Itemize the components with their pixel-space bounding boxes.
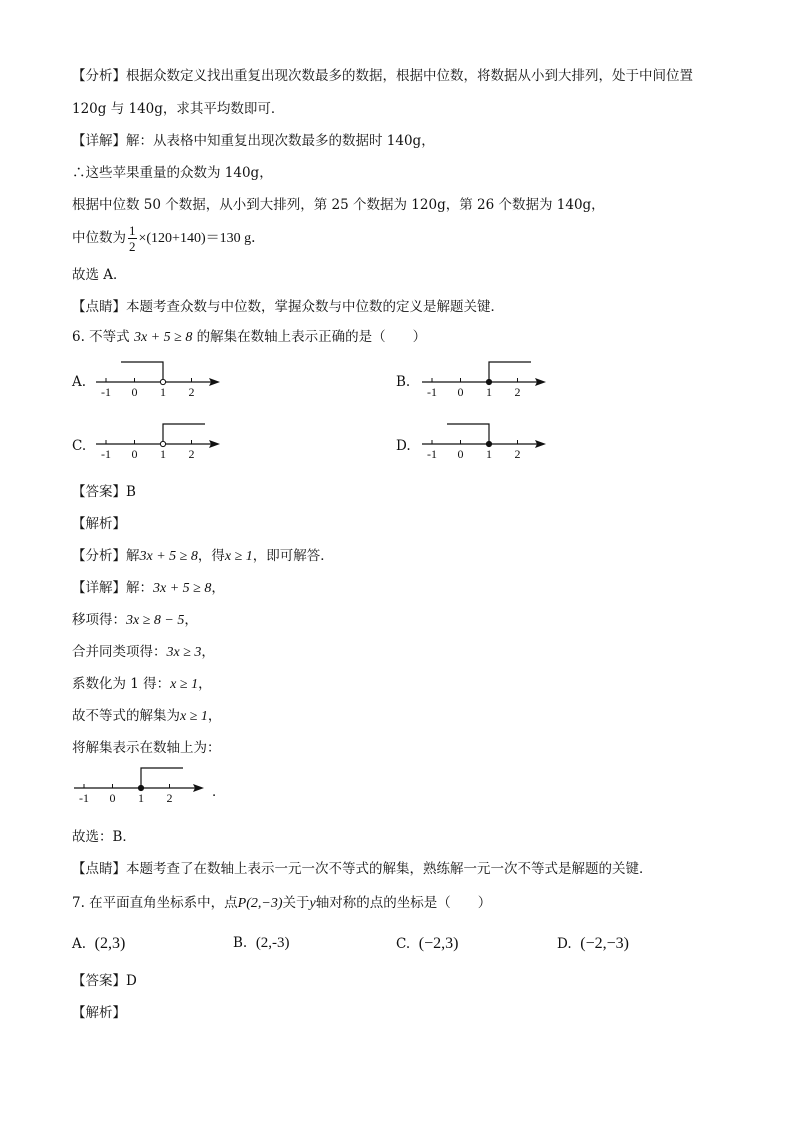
q6-answer	[72, 483, 136, 501]
q6-stem	[72, 328, 426, 347]
q7-option-b-value: (2,-3)	[255, 935, 290, 951]
analysis-inequality: 3x + 5 ≥ 8	[139, 549, 198, 564]
q6-comment	[72, 860, 653, 878]
detail-tag: 【详解】	[72, 133, 126, 149]
q6-solution-numberline	[70, 762, 206, 804]
solution-ray	[163, 424, 205, 444]
analysis-tag: 【分析】	[72, 548, 126, 564]
fraction-numerator: 1	[129, 223, 136, 238]
q7-option-a	[72, 935, 125, 953]
q5-detail-line2: ∴这些苹果重量的众数为 140g，	[72, 165, 273, 181]
q6-option-c-label: C.	[72, 438, 87, 454]
answer-tag: 【答案】	[72, 484, 126, 500]
analysis-text: 根据众数定义找出重复出现次数最多的数据，根据中位数，将数据从小到大排列，处于中间位置	[126, 68, 693, 84]
q6-option-d-label: D.	[396, 438, 411, 454]
q7-stem-suffix: 轴对称的点的坐标是（ ）	[315, 895, 492, 911]
q6-final-period: ．	[212, 784, 226, 800]
answer-value: D	[126, 973, 137, 989]
tick-label: -1	[101, 385, 111, 398]
detail-post: ，	[211, 580, 225, 596]
comment-text: 本题考查了在数轴上表示一元一次不等式的解集，熟练解一元一次不等式是解题的关键．	[126, 861, 653, 877]
q6-stem-prefix: 6. 不等式	[72, 329, 130, 345]
detail-tag: 【详解】	[72, 580, 126, 596]
q6-option-a-numberline	[92, 356, 222, 398]
tick-label: 1	[486, 385, 492, 398]
tick-label: 1	[160, 385, 166, 398]
q7-option-b-label: B.	[233, 935, 248, 951]
q7-answer	[72, 972, 137, 990]
q6-step4	[72, 707, 221, 726]
q7-option-d-value: (−2,−3)	[580, 935, 629, 952]
step1-label: 移项得：	[72, 612, 126, 628]
tick-label: 0	[131, 385, 138, 398]
q5-analysis-line1	[72, 67, 693, 85]
fraction-denominator: 2	[129, 239, 136, 254]
tick-label: 2	[514, 447, 521, 460]
step2-label: 合并同类项得：	[72, 644, 167, 660]
tick-label: 1	[138, 791, 144, 804]
solution-ray	[121, 362, 163, 382]
tick-label: 2	[166, 791, 173, 804]
q7-stem-mid: 关于	[282, 895, 310, 911]
solid-dot	[486, 379, 491, 384]
q7-option-b	[233, 935, 290, 952]
q7-option-d	[557, 935, 629, 953]
solution-ray	[447, 424, 489, 444]
step2-math: 3x ≥ 3	[166, 645, 202, 660]
q5-analysis-line2: 120g 与 140g，求其平均数即可．	[72, 101, 285, 117]
q6-option-a-label: A.	[72, 374, 87, 390]
answer-tag: 【答案】	[72, 973, 126, 989]
tick-label: 1	[486, 447, 492, 460]
tick-label: -1	[101, 447, 111, 460]
q7-axis: y	[309, 896, 316, 911]
q6-step2	[72, 643, 215, 662]
q6-option-c-numberline	[92, 418, 222, 460]
tick-label: 2	[188, 385, 195, 398]
step4-post: ，	[207, 708, 222, 724]
step1-math: 3x ≥ 8 − 5	[126, 613, 185, 628]
hollow-dot	[160, 379, 165, 384]
solid-dot	[138, 785, 143, 790]
step3-math: x ≥ 1	[170, 677, 199, 692]
q5-median-line	[72, 222, 265, 255]
tick-label: 2	[188, 447, 195, 460]
q6-analysis	[72, 547, 334, 566]
analysis-result: x ≥ 1	[224, 549, 253, 564]
q7-option-d-label: D.	[557, 936, 572, 952]
q5-detail-line1	[72, 132, 435, 150]
analysis-mid: ，得	[197, 548, 225, 564]
step2-post: ，	[201, 644, 215, 660]
q7-point: P(2,−3)	[237, 896, 283, 911]
solid-dot	[486, 441, 491, 446]
q7-stem-prefix: 7. 在平面直角坐标系中，点	[72, 895, 238, 911]
step3-post: ，	[198, 676, 212, 692]
q6-step5: 将解集表示在数轴上为：	[72, 740, 221, 756]
q5-choice: 故选 A．	[72, 267, 127, 283]
step4-label: 故不等式的解集为	[72, 708, 180, 724]
tick-label: 0	[457, 447, 464, 460]
comment-tag: 【点睛】	[72, 299, 126, 315]
analysis-post: ，即可解答．	[252, 548, 334, 564]
q6-jiexi-tag: 【解析】	[72, 516, 126, 532]
solution-ray	[489, 362, 531, 382]
tick-label: -1	[427, 385, 437, 398]
detail-inequality: 3x + 5 ≥ 8	[153, 581, 212, 596]
tick-label: 1	[160, 447, 166, 460]
comment-text: 本题考查众数与中位数，掌握众数与中位数的定义是解题关键．	[126, 299, 504, 315]
analysis-pre: 解	[126, 548, 140, 564]
q6-choice: 故选：B．	[72, 829, 136, 845]
median-prefix: 中位数为	[72, 230, 126, 246]
q6-option-d-numberline	[418, 418, 548, 460]
q6-stem-suffix: 的解集在数轴上表示正确的是（ ）	[196, 329, 427, 345]
q7-option-c	[396, 935, 458, 953]
q7-option-a-value: (2,3)	[94, 935, 126, 952]
comment-tag: 【点睛】	[72, 861, 126, 877]
q5-comment	[72, 298, 504, 316]
q6-option-b-numberline	[418, 356, 548, 398]
q6-step1	[72, 611, 198, 630]
answer-value: B	[126, 484, 136, 500]
tick-label: -1	[427, 447, 437, 460]
tick-label: 0	[457, 385, 464, 398]
detail-pre: 解：	[126, 580, 153, 596]
tick-label: 0	[131, 447, 138, 460]
tick-label: -1	[79, 791, 89, 804]
hollow-dot	[160, 441, 165, 446]
tick-label: 2	[514, 385, 521, 398]
median-expression: ×(120+140)＝130 g．	[138, 231, 266, 246]
tick-label: 0	[109, 791, 116, 804]
q5-detail-line3: 根据中位数 50 个数据，从小到大排列，第 25 个数据为 120g，第 26 个数据为 140g，	[72, 197, 605, 213]
q6-option-b-label: B.	[396, 374, 411, 390]
solution-ray	[141, 768, 183, 788]
step4-math: x ≥ 1	[180, 709, 208, 724]
q7-option-c-value: (−2,3)	[418, 935, 459, 952]
q7-stem	[72, 894, 491, 913]
q7-option-c-label: C.	[396, 936, 411, 952]
q7-option-a-label: A.	[72, 936, 87, 952]
q6-stem-inequality: 3x + 5 ≥ 8	[133, 330, 193, 345]
step1-post: ，	[184, 612, 198, 628]
q6-step3	[72, 675, 212, 694]
q6-detail	[72, 579, 225, 598]
fraction-one-half	[128, 223, 137, 254]
detail-text: 解：从表格中知重复出现次数最多的数据时 140g，	[126, 133, 435, 149]
step3-label: 系数化为 1 得：	[72, 676, 171, 692]
analysis-tag: 【分析】	[72, 68, 126, 84]
q7-jiexi-tag: 【解析】	[72, 1005, 126, 1021]
